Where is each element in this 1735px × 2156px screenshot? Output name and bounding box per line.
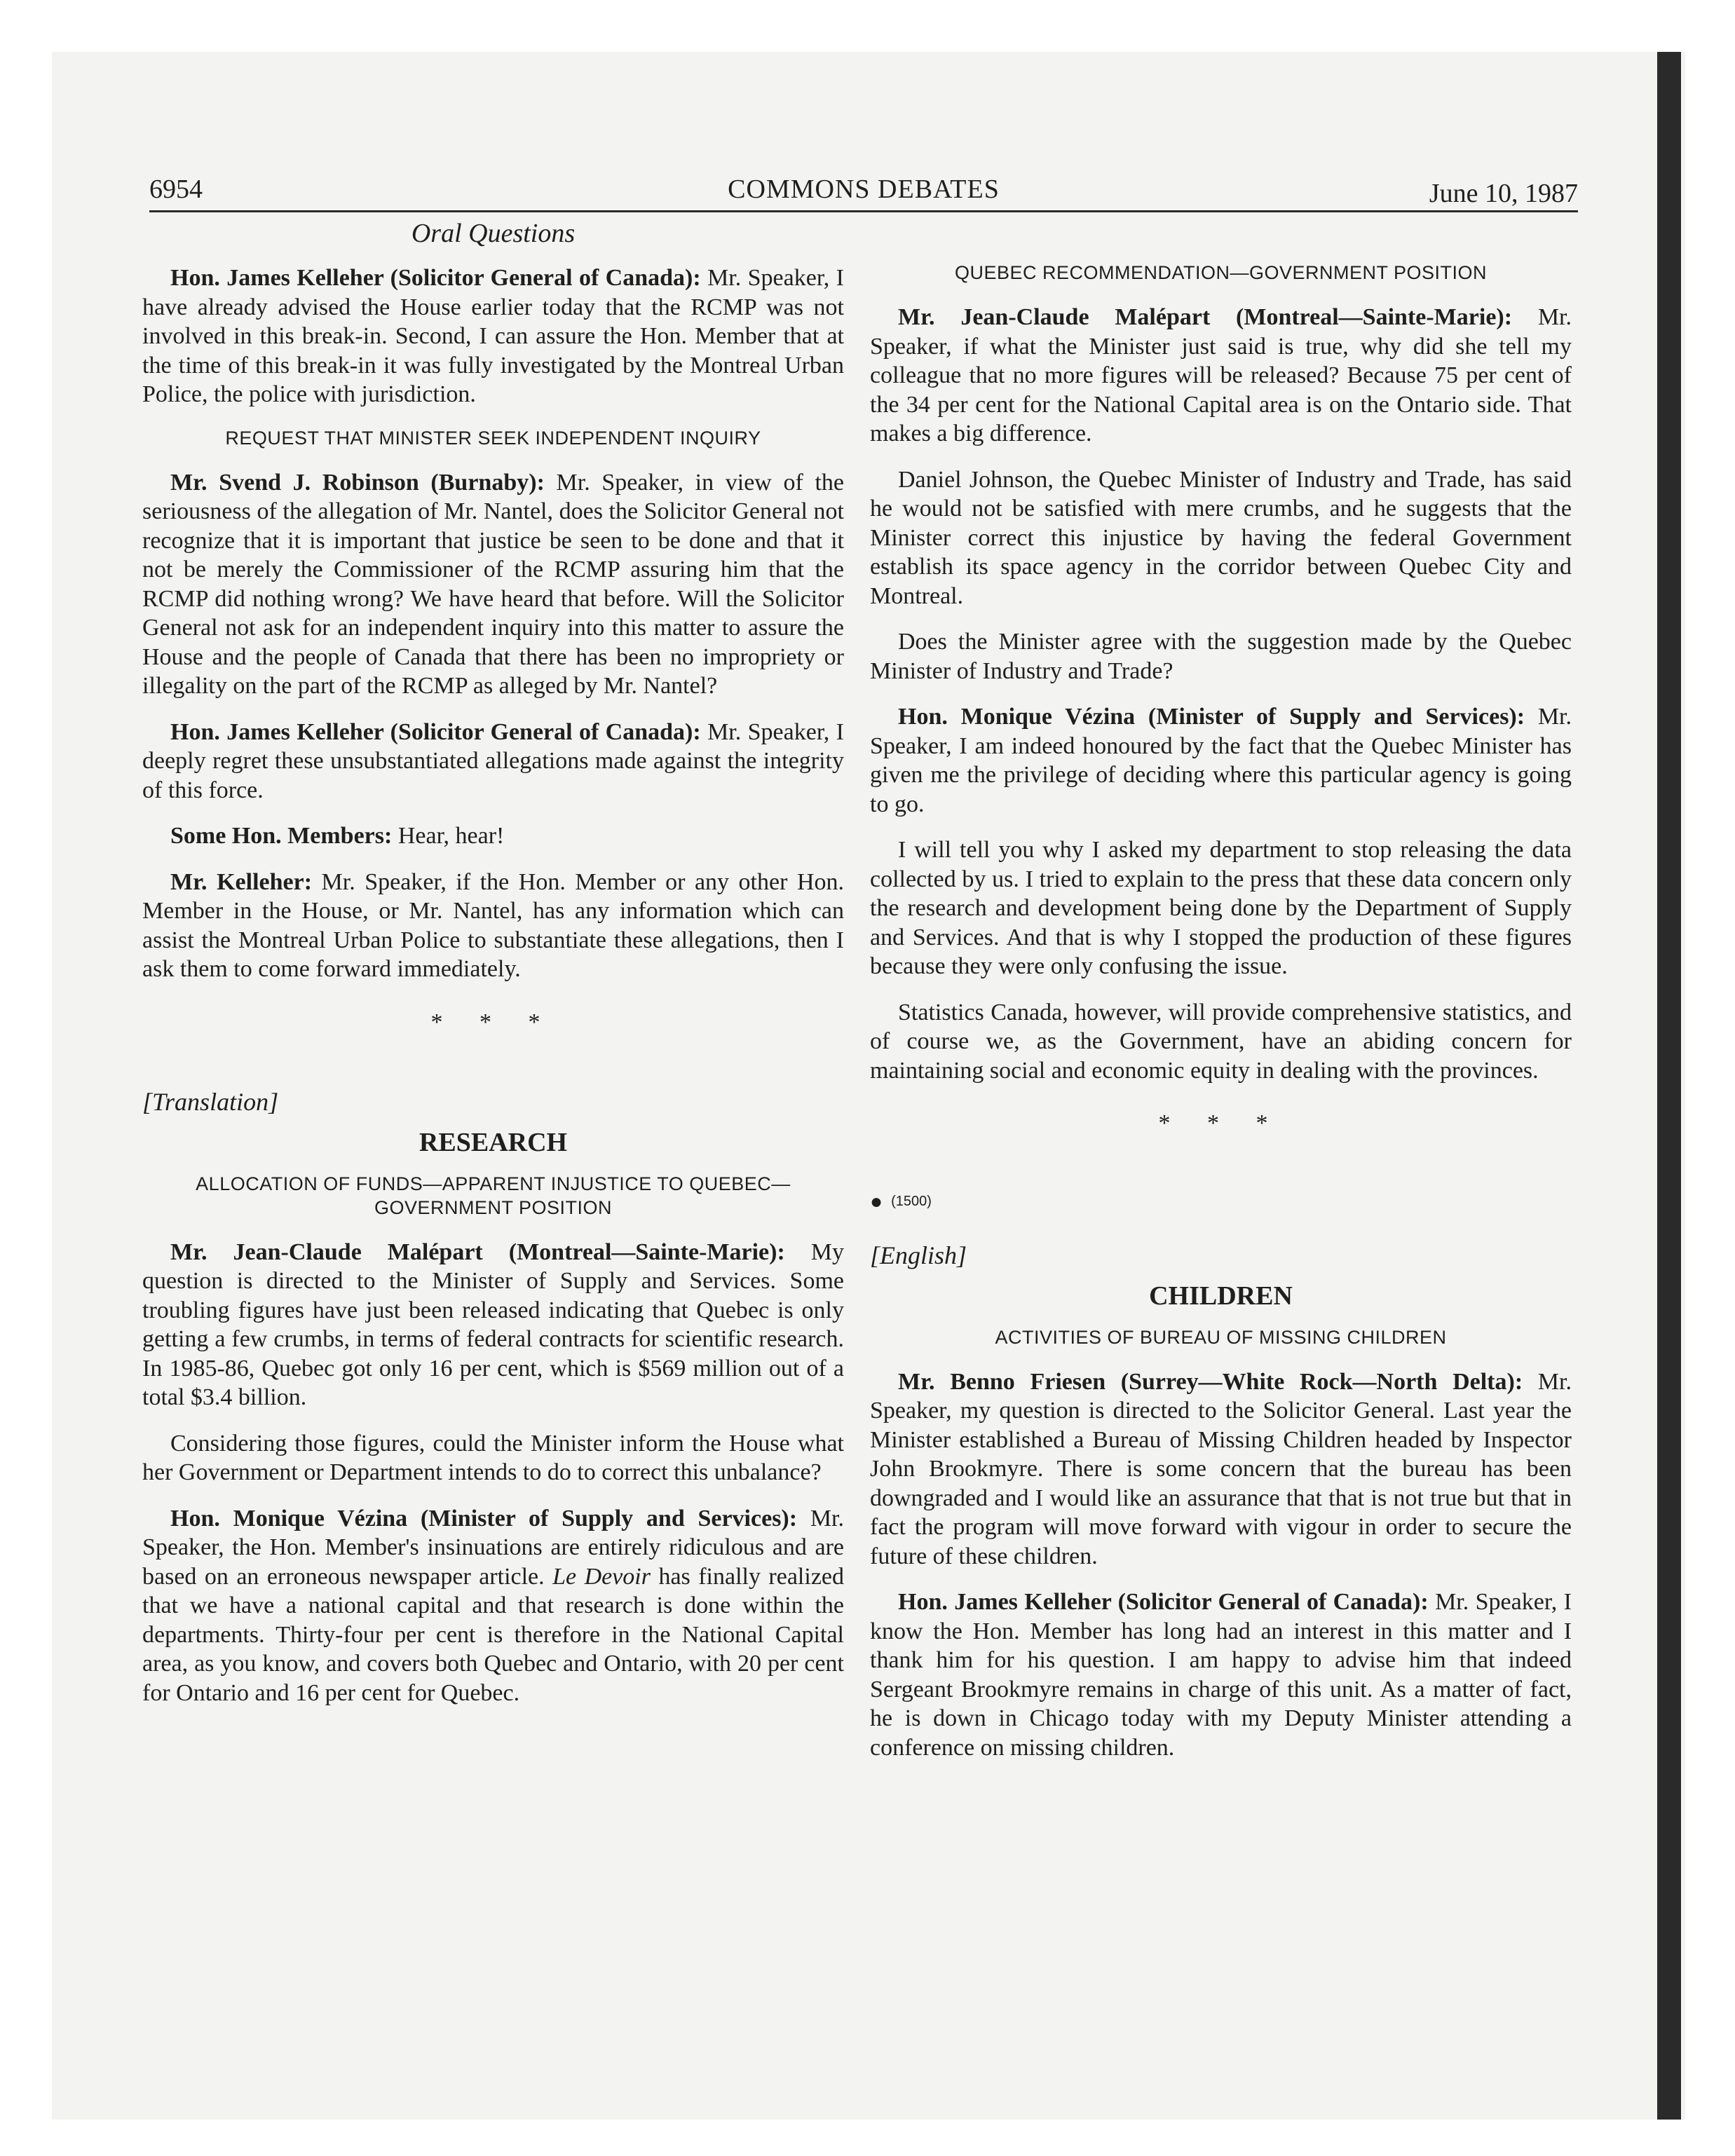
paragraph <box>870 1367 1572 1571</box>
time-stamp: (1500) <box>891 1194 932 1209</box>
paragraph-text: Mr. Speaker, I have already advised the House earlier today that the RCMP was not involved in this break-in. Second, I can assure the Hon. Member that at the time of this break-in it was fully investigated by the Montreal Urban Police, the police with jurisdiction. <box>142 265 844 407</box>
paragraph-text: Mr. Speaker, I know the Hon. Member has long had an interest in this matter and I thank him for his question. I am happy to advise him that indeed Sergeant Brookmyre remains in charge of this unit. As a matter of fact, he is down in Chicago today with my Deputy Minister attending a conference on missing children. <box>870 1589 1572 1761</box>
paragraph: Considering those figures, could the Minister inform the House what her Government or Department intends to do to correct this unbalance? <box>142 1430 844 1485</box>
paragraph <box>142 1504 844 1708</box>
speaker-name: Hon. Monique Vézina (Minister of Supply and Services): <box>898 704 1525 730</box>
heading-research: RESEARCH <box>419 1127 568 1157</box>
page-edge-shadow <box>1657 52 1681 2120</box>
bullet-icon: ● <box>870 1189 883 1213</box>
issue-date: June 10, 1987 <box>1429 179 1578 208</box>
section-title: Oral Questions <box>411 219 576 248</box>
publication-title: COMMONS DEBATES <box>728 175 1000 204</box>
time-marker <box>870 1187 1572 1216</box>
paragraph <box>870 702 1572 819</box>
heading-children: CHILDREN <box>1149 1281 1293 1311</box>
paragraph <box>142 1238 844 1412</box>
subheading: REQUEST THAT MINISTER SEEK INDEPENDENT INQUIRY <box>225 427 761 449</box>
paragraph: I will tell you why I asked my department to stop releasing the data collected by us. I tried to explain to the press that these data concern only the research and development being done by the Department of Supply and Services. And that is why I stopped the production of these figures because they were only confusing the issue. <box>870 837 1572 979</box>
speaker-name: Hon. James Kelleher (Solicitor General of Canada): <box>170 718 701 745</box>
paragraph: Daniel Johnson, the Quebec Minister of Industry and Trade, has said he would not be satisfied with mere crumbs, and he suggests that the Minister correct this injustice by having the federal Government establish its space agency in the corridor between Quebec City and Montreal. <box>870 466 1572 609</box>
paragraph <box>142 264 844 409</box>
left-column <box>142 217 844 1724</box>
paragraph-text: Mr. Speaker, my question is directed to the Solicitor General. Last year the Minister established a Bureau of Missing Children headed by Inspector John Brookmyre. There is some concern that the bureau has been downgraded and I would like an assurance that that is not true but that in fact the program will move forward with vigour in order to secure the future of these children. <box>870 1368 1572 1569</box>
paragraph: Statistics Canada, however, will provide comprehensive statistics, and of course we, as the Government, have an abiding concern for maintaining social and economic equity in dealing with the provinces. <box>870 999 1572 1084</box>
page-number: 6954 <box>149 175 203 204</box>
speaker-name: Hon. James Kelleher (Solicitor General of Canada): <box>898 1589 1429 1616</box>
section-divider: * * * <box>1158 1110 1284 1136</box>
speaker-name: Hon. James Kelleher (Solicitor General of Canada): <box>170 265 701 291</box>
speaker-name: Mr. Kelleher: <box>170 868 313 895</box>
paragraph-text: Hear, hear! <box>392 823 505 849</box>
speaker-name: Mr. Svend J. Robinson (Burnaby): <box>170 469 545 496</box>
speaker-name: Mr. Jean-Claude Malépart (Montreal—Sainte-Marie): <box>170 1239 785 1265</box>
right-column <box>870 261 1572 1779</box>
paragraph-text: Mr. Speaker, if what the Minister just said is true, why did she tell my colleague that no more figures will be released? Because 75 per cent of the 34 per cent for the National Capital area is on the Ontario side. That makes a big difference. <box>870 304 1572 446</box>
page-header <box>149 171 1578 212</box>
paragraph <box>142 468 844 701</box>
paragraph: Does the Minister agree with the suggestion made by the Quebec Minister of Industry and Trade? <box>870 629 1572 684</box>
translation-note: [Translation] <box>142 1087 279 1116</box>
paragraph-text: Mr. Speaker, in view of the seriousness of the allegation of Mr. Nantel, does the Solicitor General not recognize that it is important that justice be seen to be done and that it not be merely the Commissioner of the RCMP assuring him that the RCMP did nothing wrong? We have heard that before. Will the Solicitor General not ask for an independent inquiry into this matter to assure the House and the people of Canada that there has been no impropriety or illegality on the part of the RCMP as alleged by Mr. Nantel? <box>142 469 844 699</box>
section-divider: * * * <box>430 1009 556 1035</box>
subheading: ALLOCATION OF FUNDS—APPARENT INJUSTICE TO QUEBEC—GOVERNMENT POSITION <box>196 1173 791 1218</box>
paragraph <box>870 303 1572 449</box>
newspaper-title: Le Devoir <box>552 1563 651 1590</box>
paragraph-text: Mr. Speaker, the Hon. Member's insinuations are entirely ridiculous and are based on an erroneous newspaper article. <box>142 1505 845 1590</box>
language-note: [English] <box>870 1241 967 1269</box>
paragraph-text: Mr. Speaker, if the Hon. Member or any other Hon. Member in the House, or Mr. Nantel, has any information which can assist the Montreal Urban Police to substantiate these allegations, then I ask them to come forward immediately. <box>142 868 845 982</box>
speaker-name: Hon. Monique Vézina (Minister of Supply and Services): <box>170 1505 798 1531</box>
subheading: ACTIVITIES OF BUREAU OF MISSING CHILDREN <box>995 1326 1447 1348</box>
speaker-name: Some Hon. Members: <box>170 823 393 849</box>
paragraph <box>142 868 844 984</box>
paragraph-text: Mr. Speaker, I am indeed honoured by the fact that the Quebec Minister has given me the privilege of deciding where this particular agency is going to go. <box>870 704 1572 817</box>
paragraph <box>870 1588 1572 1762</box>
speaker-name: Mr. Benno Friesen (Surrey—White Rock—North Delta): <box>898 1368 1523 1395</box>
subheading: QUEBEC RECOMMENDATION—GOVERNMENT POSITION <box>954 262 1488 283</box>
paragraph-text: has finally realized that we have a national capital and that research is done within the departments. Thirty-four per cent is therefore in the National Capital area, as you know, and covers both Quebec and Ontario, with 20 per cent for Ontario and 16 per cent for Quebec. <box>142 1563 845 1706</box>
paragraph <box>142 821 844 851</box>
speaker-name: Mr. Jean-Claude Malépart (Montreal—Sainte-Marie): <box>898 304 1513 330</box>
paragraph-text: Mr. Speaker, I deeply regret these unsubstantiated allegations made against the integrity of this force. <box>142 718 844 803</box>
paragraph-text: My question is directed to the Minister of Supply and Services. Some troubling figures have just been released indicating that Quebec is only getting a few crumbs, in terms of federal contracts for scientific research. In 1985-86, Quebec got only 16 per cent, which is $569 million out of a total $3.4 billion. <box>142 1239 844 1410</box>
paragraph <box>142 718 844 805</box>
